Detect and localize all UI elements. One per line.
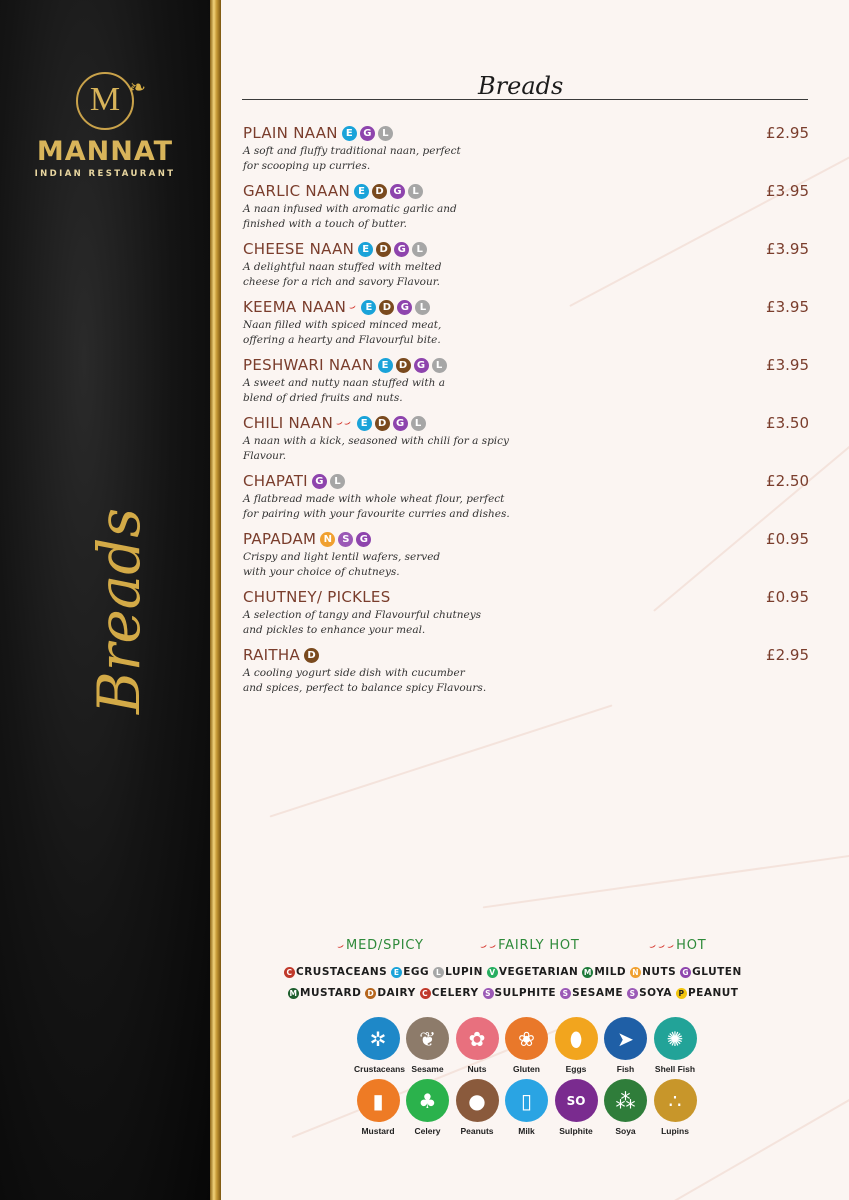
allergen-icon-cell — [552, 1017, 600, 1079]
allergen-icon-cell — [602, 1079, 650, 1141]
item-name: KEEMA NAAN — [243, 298, 347, 316]
allergen-code-badge: C — [420, 988, 431, 999]
chili-indicator — [349, 301, 357, 314]
sulphite-icon: SO — [555, 1079, 598, 1122]
spice-legend-item — [646, 937, 707, 953]
chili-icon: ⌣ — [347, 299, 359, 314]
allergen-icon-label: Crustaceans — [354, 1064, 406, 1074]
chili-icon: ⌣ — [334, 415, 346, 430]
allergen-icon-grid — [354, 1017, 699, 1141]
allergen-badge: L — [415, 300, 430, 315]
item-description-line: and pickles to enhance your meal. — [243, 624, 426, 636]
allergen-badge: G — [356, 532, 371, 547]
menu-item — [243, 470, 809, 528]
allergen-badges — [320, 532, 374, 547]
allergen-badge: S — [338, 532, 353, 547]
allergen-legend-label: NUTS — [642, 966, 677, 978]
allergen-legend-label: VEGETARIAN — [498, 966, 579, 978]
fish-icon: ➤ — [604, 1017, 647, 1060]
item-title-row — [243, 354, 809, 376]
menu-item — [243, 238, 809, 296]
item-price: £3.95 — [766, 298, 809, 316]
item-title-row — [243, 296, 809, 318]
allergen-badges — [361, 300, 433, 315]
item-description-line: A flatbread made with whole wheat flour, perfect — [243, 493, 505, 505]
item-name: CHAPATI — [243, 472, 308, 490]
allergen-legend-entry — [630, 966, 676, 978]
allergen-icon-label: Nuts — [467, 1064, 487, 1074]
item-price: £2.95 — [766, 646, 809, 664]
chili-icon: ⌣ — [655, 937, 668, 953]
chili-icon: ⌣ — [342, 415, 354, 430]
item-title-row — [243, 122, 809, 144]
item-name: GARLIC NAAN — [243, 182, 351, 200]
allergen-badge: E — [361, 300, 376, 315]
allergen-legend-entry — [560, 987, 623, 999]
allergen-icon-cell — [453, 1079, 501, 1141]
chili-icon: ⌣ — [646, 937, 659, 953]
item-price: £3.95 — [766, 240, 809, 258]
restaurant-name: MANNAT — [36, 136, 174, 167]
allergen-code-badge: S — [560, 988, 571, 999]
chili-icon: ⌣ — [334, 937, 347, 953]
menu-item — [243, 354, 809, 412]
allergen-legend-label: DAIRY — [377, 987, 416, 999]
menu-item — [243, 122, 809, 180]
allergen-legend-label: SESAME — [572, 987, 624, 999]
spice-legend-item — [477, 937, 580, 953]
allergen-icon-label: Mustard — [361, 1126, 395, 1136]
allergen-badge: D — [379, 300, 394, 315]
allergen-badge: E — [342, 126, 357, 141]
allergen-icon-cell — [404, 1017, 452, 1079]
item-name: PAPADAM — [243, 530, 317, 548]
allergen-legend-entry — [483, 987, 557, 999]
allergen-badge: E — [378, 358, 393, 373]
allergen-legend-label: GLUTEN — [692, 966, 742, 978]
allergen-legend-entry — [365, 987, 415, 999]
section-title: Breads — [478, 72, 564, 100]
allergen-legend-line-1 — [284, 966, 784, 978]
allergen-legend-label: SOYA — [639, 987, 672, 999]
item-price: £0.95 — [766, 588, 809, 606]
allergen-badge: L — [408, 184, 423, 199]
allergen-badge: L — [330, 474, 345, 489]
restaurant-subtitle: INDIAN RESTAURANT — [34, 169, 176, 179]
allergen-badge: L — [412, 242, 427, 257]
allergen-badge: G — [394, 242, 409, 257]
allergen-legend-line-2 — [288, 987, 788, 999]
allergen-badge: D — [372, 184, 387, 199]
nut-icon: ✿ — [456, 1017, 499, 1060]
allergen-code-badge: M — [289, 988, 298, 998]
allergen-legend-entry — [582, 966, 626, 978]
allergen-code-badge: D — [365, 988, 376, 999]
allergen-legend-entry — [676, 987, 738, 999]
allergen-icon-label: Peanuts — [460, 1126, 494, 1136]
item-description-line: A sweet and nutty naan stuffed with a — [243, 377, 445, 389]
allergen-icon-cell — [354, 1017, 406, 1079]
allergen-icon-cell — [503, 1017, 551, 1079]
item-price: £2.50 — [766, 472, 809, 490]
item-description-line: for pairing with your favourite curries and dishes. — [243, 508, 510, 520]
allergen-code-badge: M — [583, 967, 592, 977]
item-title-row — [243, 644, 809, 666]
egg-icon: ⬮ — [555, 1017, 598, 1060]
crab-icon: ✲ — [357, 1017, 400, 1060]
item-description-line: offering a hearty and Flavourful bite. — [243, 334, 441, 346]
allergen-badge: D — [304, 648, 319, 663]
allergen-code-badge: S — [483, 988, 494, 999]
allergen-icon-label: Eggs — [565, 1064, 587, 1074]
item-description-line: Naan filled with spiced minced meat, — [243, 319, 442, 331]
shell-icon: ✺ — [654, 1017, 697, 1060]
celery-icon: ♣ — [406, 1079, 449, 1122]
spice-legend-item — [334, 937, 424, 953]
allergen-icon-row-1 — [354, 1017, 699, 1079]
item-description-line: A selection of tangy and Flavourful chutneys — [243, 609, 482, 621]
allergen-icon-label: Fish — [616, 1064, 635, 1074]
item-name: PLAIN NAAN — [243, 124, 338, 142]
allergen-badge: E — [357, 416, 372, 431]
allergen-badges — [378, 358, 450, 373]
allergen-icon-cell — [552, 1079, 600, 1141]
allergen-icon-cell — [651, 1079, 699, 1141]
allergen-icon-label: Milk — [518, 1126, 535, 1136]
item-price: £3.50 — [766, 414, 809, 432]
allergen-badge: G — [393, 416, 408, 431]
allergen-badge: L — [411, 416, 426, 431]
allergen-icon-label: Sesame — [411, 1064, 444, 1074]
item-title-row — [243, 412, 809, 434]
gold-divider — [210, 0, 221, 1200]
menu-item — [243, 180, 809, 238]
allergen-icon-cell — [651, 1017, 699, 1079]
allergen-badges — [357, 416, 429, 431]
item-price: £3.95 — [766, 182, 809, 200]
item-title-row — [243, 470, 809, 492]
allergen-badges — [312, 474, 348, 489]
allergen-icon-row-2 — [354, 1079, 699, 1141]
chili-indicator — [336, 417, 353, 430]
allergen-legend-label: LUPIN — [445, 966, 483, 978]
allergen-icon-cell — [404, 1079, 452, 1141]
peanut-icon: ● — [456, 1079, 499, 1122]
chili-icon: ⌣ — [477, 937, 490, 953]
allergen-icon-label: Gluten — [513, 1064, 540, 1074]
allergen-legend-label: MUSTARD — [300, 987, 362, 999]
allergen-badge: N — [320, 532, 335, 547]
item-description-line: A delightful naan stuffed with melted — [243, 261, 442, 273]
allergen-legend-label: MILD — [594, 966, 627, 978]
lupin-icon: ∴ — [654, 1079, 697, 1122]
item-title-row — [243, 586, 809, 608]
menu-list — [243, 122, 809, 702]
wheat-icon: ❀ — [505, 1017, 548, 1060]
item-title-row — [243, 238, 809, 260]
allergen-icon-cell — [453, 1017, 501, 1079]
allergen-legend-entry — [680, 966, 742, 978]
item-description-line: blend of dried fruits and nuts. — [243, 392, 403, 404]
soya-icon: ⁂ — [604, 1079, 647, 1122]
menu-item — [243, 644, 809, 702]
item-description-line: cheese for a rich and savory Flavour. — [243, 276, 440, 288]
allergen-legend-entry — [420, 987, 479, 999]
item-name: CHILI NAAN — [243, 414, 334, 432]
allergen-icon-label: Celery — [414, 1126, 441, 1136]
spice-legend — [334, 937, 757, 956]
section-header — [242, 68, 808, 108]
allergen-code-badge: S — [627, 988, 638, 999]
item-title-row — [243, 180, 809, 202]
allergen-badge: D — [376, 242, 391, 257]
allergen-badge: D — [375, 416, 390, 431]
allergen-badge: E — [354, 184, 369, 199]
item-name: PESHWARI NAAN — [243, 356, 374, 374]
mustard-icon: ▮ — [357, 1079, 400, 1122]
menu-item — [243, 296, 809, 354]
allergen-legend-label: CRUSTACEANS — [296, 966, 388, 978]
item-name: CHUTNEY/ PICKLES — [243, 588, 391, 606]
leaf-icon: ❧ — [129, 77, 146, 99]
menu-item — [243, 586, 809, 644]
item-name: RAITHA — [243, 646, 301, 664]
item-description-line: A cooling yogurt side dish with cucumber — [243, 667, 465, 679]
allergen-code-badge: C — [284, 967, 295, 978]
allergen-legend-entry — [288, 987, 361, 999]
allergen-badge: G — [312, 474, 327, 489]
allergen-icon-cell — [602, 1017, 650, 1079]
allergen-code-badge: P — [676, 988, 687, 999]
milk-icon: ▯ — [505, 1079, 548, 1122]
allergen-legend-entry — [487, 966, 578, 978]
allergen-icon-label: Shell Fish — [654, 1064, 696, 1074]
allergen-badges — [304, 648, 322, 663]
allergen-code-badge: N — [630, 967, 641, 978]
logo-emblem — [76, 72, 146, 130]
item-description-line: Crispy and light lentil wafers, served — [243, 551, 441, 563]
allergen-legend-label: CELERY — [431, 987, 479, 999]
allergen-code-badge: V — [487, 967, 498, 978]
item-description-line: finished with a touch of butter. — [243, 218, 407, 230]
allergen-badge: G — [397, 300, 412, 315]
allergen-code-badge: G — [680, 967, 691, 978]
item-name: CHEESE NAAN — [243, 240, 355, 258]
sidebar — [0, 0, 210, 1200]
item-description-line: for scooping up curries. — [243, 160, 371, 172]
menu-item — [243, 528, 809, 586]
allergen-legend-entry — [627, 987, 672, 999]
item-description-line: A naan with a kick, seasoned with chili for a spicy Flavour. — [243, 435, 509, 462]
allergen-badges — [354, 184, 426, 199]
item-description-line: with your choice of chutneys. — [243, 566, 400, 578]
allergen-badge: L — [378, 126, 393, 141]
allergen-legend-entry — [391, 966, 429, 978]
item-price: £0.95 — [766, 530, 809, 548]
allergen-legend-label: EGG — [403, 966, 430, 978]
item-description-line: and spices, perfect to balance spicy Flavours. — [243, 682, 487, 694]
item-title-row — [243, 528, 809, 550]
spice-legend-label: FAIRLY HOT — [498, 938, 580, 953]
allergen-badge: G — [360, 126, 375, 141]
chili-icon: ⌣ — [486, 937, 499, 953]
allergen-badge: G — [390, 184, 405, 199]
item-price: £3.95 — [766, 356, 809, 374]
allergen-legend-entry — [284, 966, 387, 978]
spice-legend-label: MED/SPICY — [346, 938, 424, 953]
allergen-badge: D — [396, 358, 411, 373]
logo-letter: M — [89, 81, 121, 118]
allergen-badge: G — [414, 358, 429, 373]
allergen-legend-label: PEANUT — [687, 987, 739, 999]
sesame-icon: ❦ — [406, 1017, 449, 1060]
chili-icon: ⌣ — [664, 937, 677, 953]
allergen-code-badge: L — [433, 967, 444, 978]
allergen-icon-label: Soya — [615, 1126, 636, 1136]
allergen-badges — [342, 126, 396, 141]
allergen-icon-label: Lupins — [661, 1126, 689, 1136]
allergen-code-badge: E — [391, 967, 402, 978]
item-description-line: A soft and fluffy traditional naan, perfect — [243, 145, 461, 157]
allergen-legend-entry — [433, 966, 483, 978]
item-description-line: A naan infused with aromatic garlic and — [243, 203, 457, 215]
menu-item — [243, 412, 809, 470]
logo — [0, 60, 210, 179]
allergen-icon-cell — [354, 1079, 402, 1141]
item-price: £2.95 — [766, 124, 809, 142]
allergen-badges — [358, 242, 430, 257]
allergen-icon-cell — [503, 1079, 551, 1141]
allergen-icon-label: Sulphite — [559, 1126, 593, 1136]
allergen-badge: E — [358, 242, 373, 257]
sidebar-section-title: Breads — [85, 507, 153, 714]
allergen-badge: L — [432, 358, 447, 373]
spice-legend-label: HOT — [676, 938, 707, 953]
allergen-legend-label: SULPHITE — [494, 987, 557, 999]
